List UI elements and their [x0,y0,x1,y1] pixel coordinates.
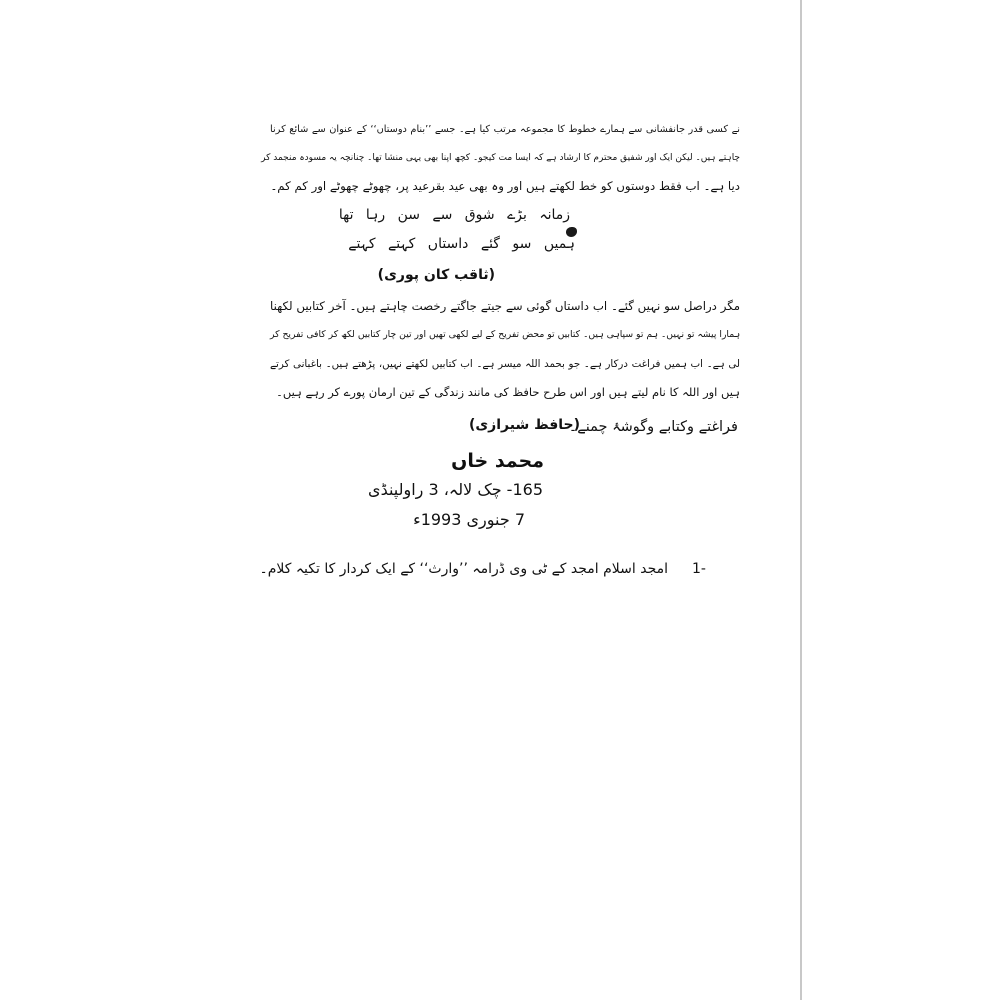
paragraph-2-line-4: ہیں اور اللہ کا نام لیتے ہیں اور اس طرح حافظ کی مانند زندگی کے تین ارمان پورے کر رہے ہیں۔ [276,385,740,399]
address: 165- چک لالہ، 3 راولپنڈی [368,480,543,499]
paragraph-2-line-3: لی ہے۔ اب ہمیں فراغت درکار ہے۔ جو بحمد اللہ میسر ہے۔ اب کتابیں لکھتے نہیں، پڑھتے ہیں۔ باغبانی کرتے [270,358,740,370]
paragraph-2-line-2: ہمارا پیشہ تو نہیں۔ ہم تو سپاہی ہیں۔ کتابیں تو محض تفریح کے لیے لکھی تھیں اور تین چار کتابیں لکھ کر کافی تفریح کر [270,329,740,340]
signature: محمد خاں [451,450,544,472]
hafiz-credit: (حافظ شیرازی) [468,417,580,433]
date: 7 جنوری 1993ء [413,510,525,529]
verse-credit: (ثاقب کان پوری) [377,267,495,283]
paragraph-1-line-2: چاہتے ہیں۔ لیکن ایک اور شفیق محترم کا ارشاد ہے کہ ایسا مت کیجو۔ کچھ اپنا بھی یہی منشا تھا۔ چنانچہ یہ مسودہ منجمد کر [261,153,740,163]
footnote-text: امجد اسلام امجد کے ٹی وی ڈرامہ ’’وارث‘‘ کے ایک کردار کا تکیہ کلام۔ [259,561,668,577]
paragraph-1-line-3: دیا ہے۔ اب فقط دوستوں کو خط لکھتے ہیں اور وہ بھی عید بقرعید پر، چھوٹے چھوٹے اور کم کم۔ [270,179,740,193]
verse-line-2: ہمیں سو گئے داستاں کہتے کہتے [348,236,575,252]
hafiz-quote: فراغتے وکتابے وگوشۂ چمنے۔ [568,419,738,435]
page-edge-line [800,0,802,1000]
footnote-number: 1- [692,561,706,577]
paragraph-2-line-1: مگر دراصل سو نہیں گئے۔ اب داستاں گوئی سے جیتے جاگتے رخصت چاہتے ہیں۔ آخر کتابیں لکھنا [270,299,740,313]
paragraph-1-line-1: نے کسی قدر جانفشانی سے ہمارے خطوط کا مجموعہ مرتب کیا ہے۔ جسے ’’بنام دوستاں‘‘ کے عنوان سے شائع کرنا [270,124,740,135]
verse-line-1: زمانہ بڑے شوق سے سن رہا تھا [338,207,570,223]
